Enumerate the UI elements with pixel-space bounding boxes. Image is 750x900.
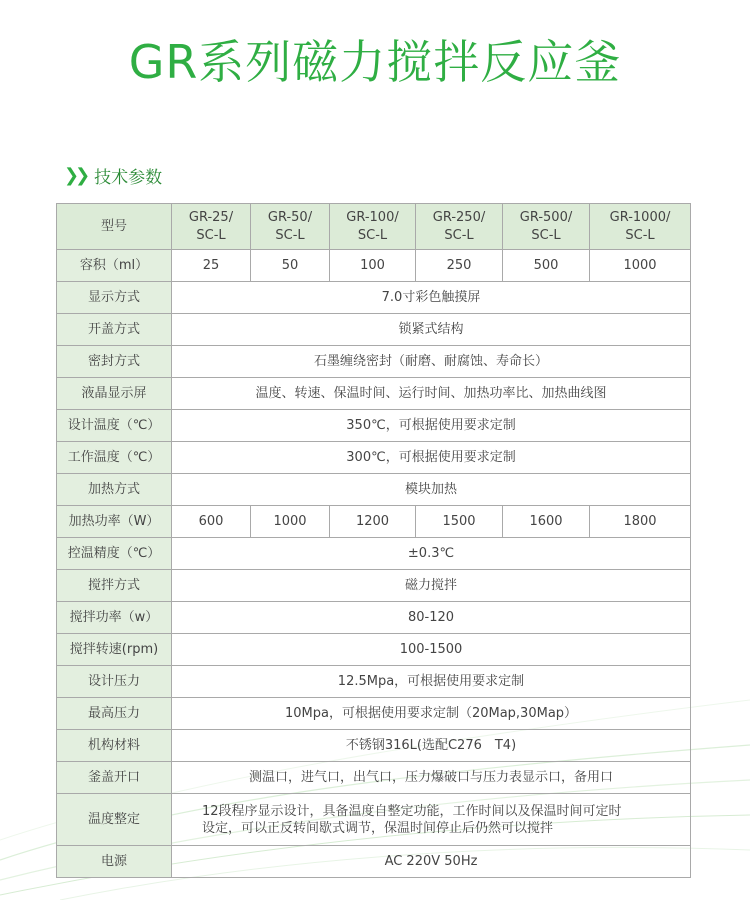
table-row	[57, 410, 691, 442]
model-cell: GR-50/ SC-L	[251, 204, 330, 250]
value-cell: 不锈钢316L(选配C276 T4)	[172, 730, 691, 762]
value-cell: 测温口，进气口，出气口，压力爆破口与压力表显示口，备用口	[172, 762, 691, 794]
row-label: 密封方式	[57, 346, 172, 378]
table-row	[57, 314, 691, 346]
value-cell: 1000	[590, 250, 691, 282]
table-row	[57, 282, 691, 314]
value-cell: 500	[503, 250, 590, 282]
value-cell: 50	[251, 250, 330, 282]
row-label: 显示方式	[57, 282, 172, 314]
table-row	[57, 442, 691, 474]
table-row	[57, 634, 691, 666]
row-label: 釜盖开口	[57, 762, 172, 794]
table-row	[57, 698, 691, 730]
table-row	[57, 474, 691, 506]
spec-table	[56, 203, 691, 878]
row-label: 搅拌功率（w）	[57, 602, 172, 634]
row-label: 工作温度（℃）	[57, 442, 172, 474]
double-chevron-right-icon: ❯❯	[64, 165, 87, 186]
table-row	[57, 250, 691, 282]
row-label: 设计温度（℃）	[57, 410, 172, 442]
table-row	[57, 794, 691, 846]
row-label: 加热功率（W）	[57, 506, 172, 538]
model-cell: GR-100/ SC-L	[330, 204, 416, 250]
row-label: 加热方式	[57, 474, 172, 506]
model-cell: GR-250/ SC-L	[416, 204, 503, 250]
model-cell: GR-1000/ SC-L	[590, 204, 691, 250]
value-cell: 1800	[590, 506, 691, 538]
row-label: 电源	[57, 846, 172, 878]
value-cell: 锁紧式结构	[172, 314, 691, 346]
value-cell: 12.5Mpa，可根据使用要求定制	[172, 666, 691, 698]
value-cell: 100-1500	[172, 634, 691, 666]
table-row	[57, 204, 691, 250]
row-label: 最高压力	[57, 698, 172, 730]
value-cell: 25	[172, 250, 251, 282]
value-line: 设定，可以正反转间歇式调节，保温时间停止后仍然可以搅拌	[202, 820, 554, 836]
table-row	[57, 378, 691, 410]
value-cell: 1200	[330, 506, 416, 538]
table-row	[57, 570, 691, 602]
table-row	[57, 506, 691, 538]
table-row	[57, 346, 691, 378]
table-row	[57, 538, 691, 570]
section-title: 技术参数	[94, 168, 163, 188]
value-cell: 600	[172, 506, 251, 538]
value-cell: ±0.3℃	[172, 538, 691, 570]
row-label: 液晶显示屏	[57, 378, 172, 410]
row-label: 开盖方式	[57, 314, 172, 346]
value-cell: 磁力搅拌	[172, 570, 691, 602]
value-cell: 模块加热	[172, 474, 691, 506]
value-cell: 1600	[503, 506, 590, 538]
value-cell: 80-120	[172, 602, 691, 634]
value-cell	[172, 794, 691, 846]
value-cell: 1000	[251, 506, 330, 538]
row-label: 设计压力	[57, 666, 172, 698]
value-line: 12段程序显示设计，具备温度自整定功能，工作时间以及保温时间可定时	[202, 803, 622, 819]
value-cell: 100	[330, 250, 416, 282]
row-label: 搅拌方式	[57, 570, 172, 602]
value-cell: 350℃，可根据使用要求定制	[172, 410, 691, 442]
table-row	[57, 762, 691, 794]
value-cell: 温度、转速、保温时间、运行时间、加热功率比、加热曲线图	[172, 378, 691, 410]
row-label: 控温精度（℃）	[57, 538, 172, 570]
table-row	[57, 846, 691, 878]
value-cell: 10Mpa，可根据使用要求定制（20Map,30Map）	[172, 698, 691, 730]
section-header	[64, 163, 162, 188]
value-cell: 300℃，可根据使用要求定制	[172, 442, 691, 474]
model-cell: GR-500/ SC-L	[503, 204, 590, 250]
table-row	[57, 602, 691, 634]
value-cell: 1500	[416, 506, 503, 538]
table-row	[57, 666, 691, 698]
value-cell: AC 220V 50Hz	[172, 846, 691, 878]
model-cell: GR-25/ SC-L	[172, 204, 251, 250]
row-label: 型号	[57, 204, 172, 250]
table-row	[57, 730, 691, 762]
row-label: 机构材料	[57, 730, 172, 762]
page-title: GR系列磁力搅拌反应釜	[128, 35, 622, 89]
value-cell: 250	[416, 250, 503, 282]
row-label: 搅拌转速(rpm)	[57, 634, 172, 666]
value-cell: 7.0寸彩色触摸屏	[172, 282, 691, 314]
row-label: 温度整定	[57, 794, 172, 846]
row-label: 容积（ml）	[57, 250, 172, 282]
value-cell: 石墨缠绕密封（耐磨、耐腐蚀、寿命长）	[172, 346, 691, 378]
